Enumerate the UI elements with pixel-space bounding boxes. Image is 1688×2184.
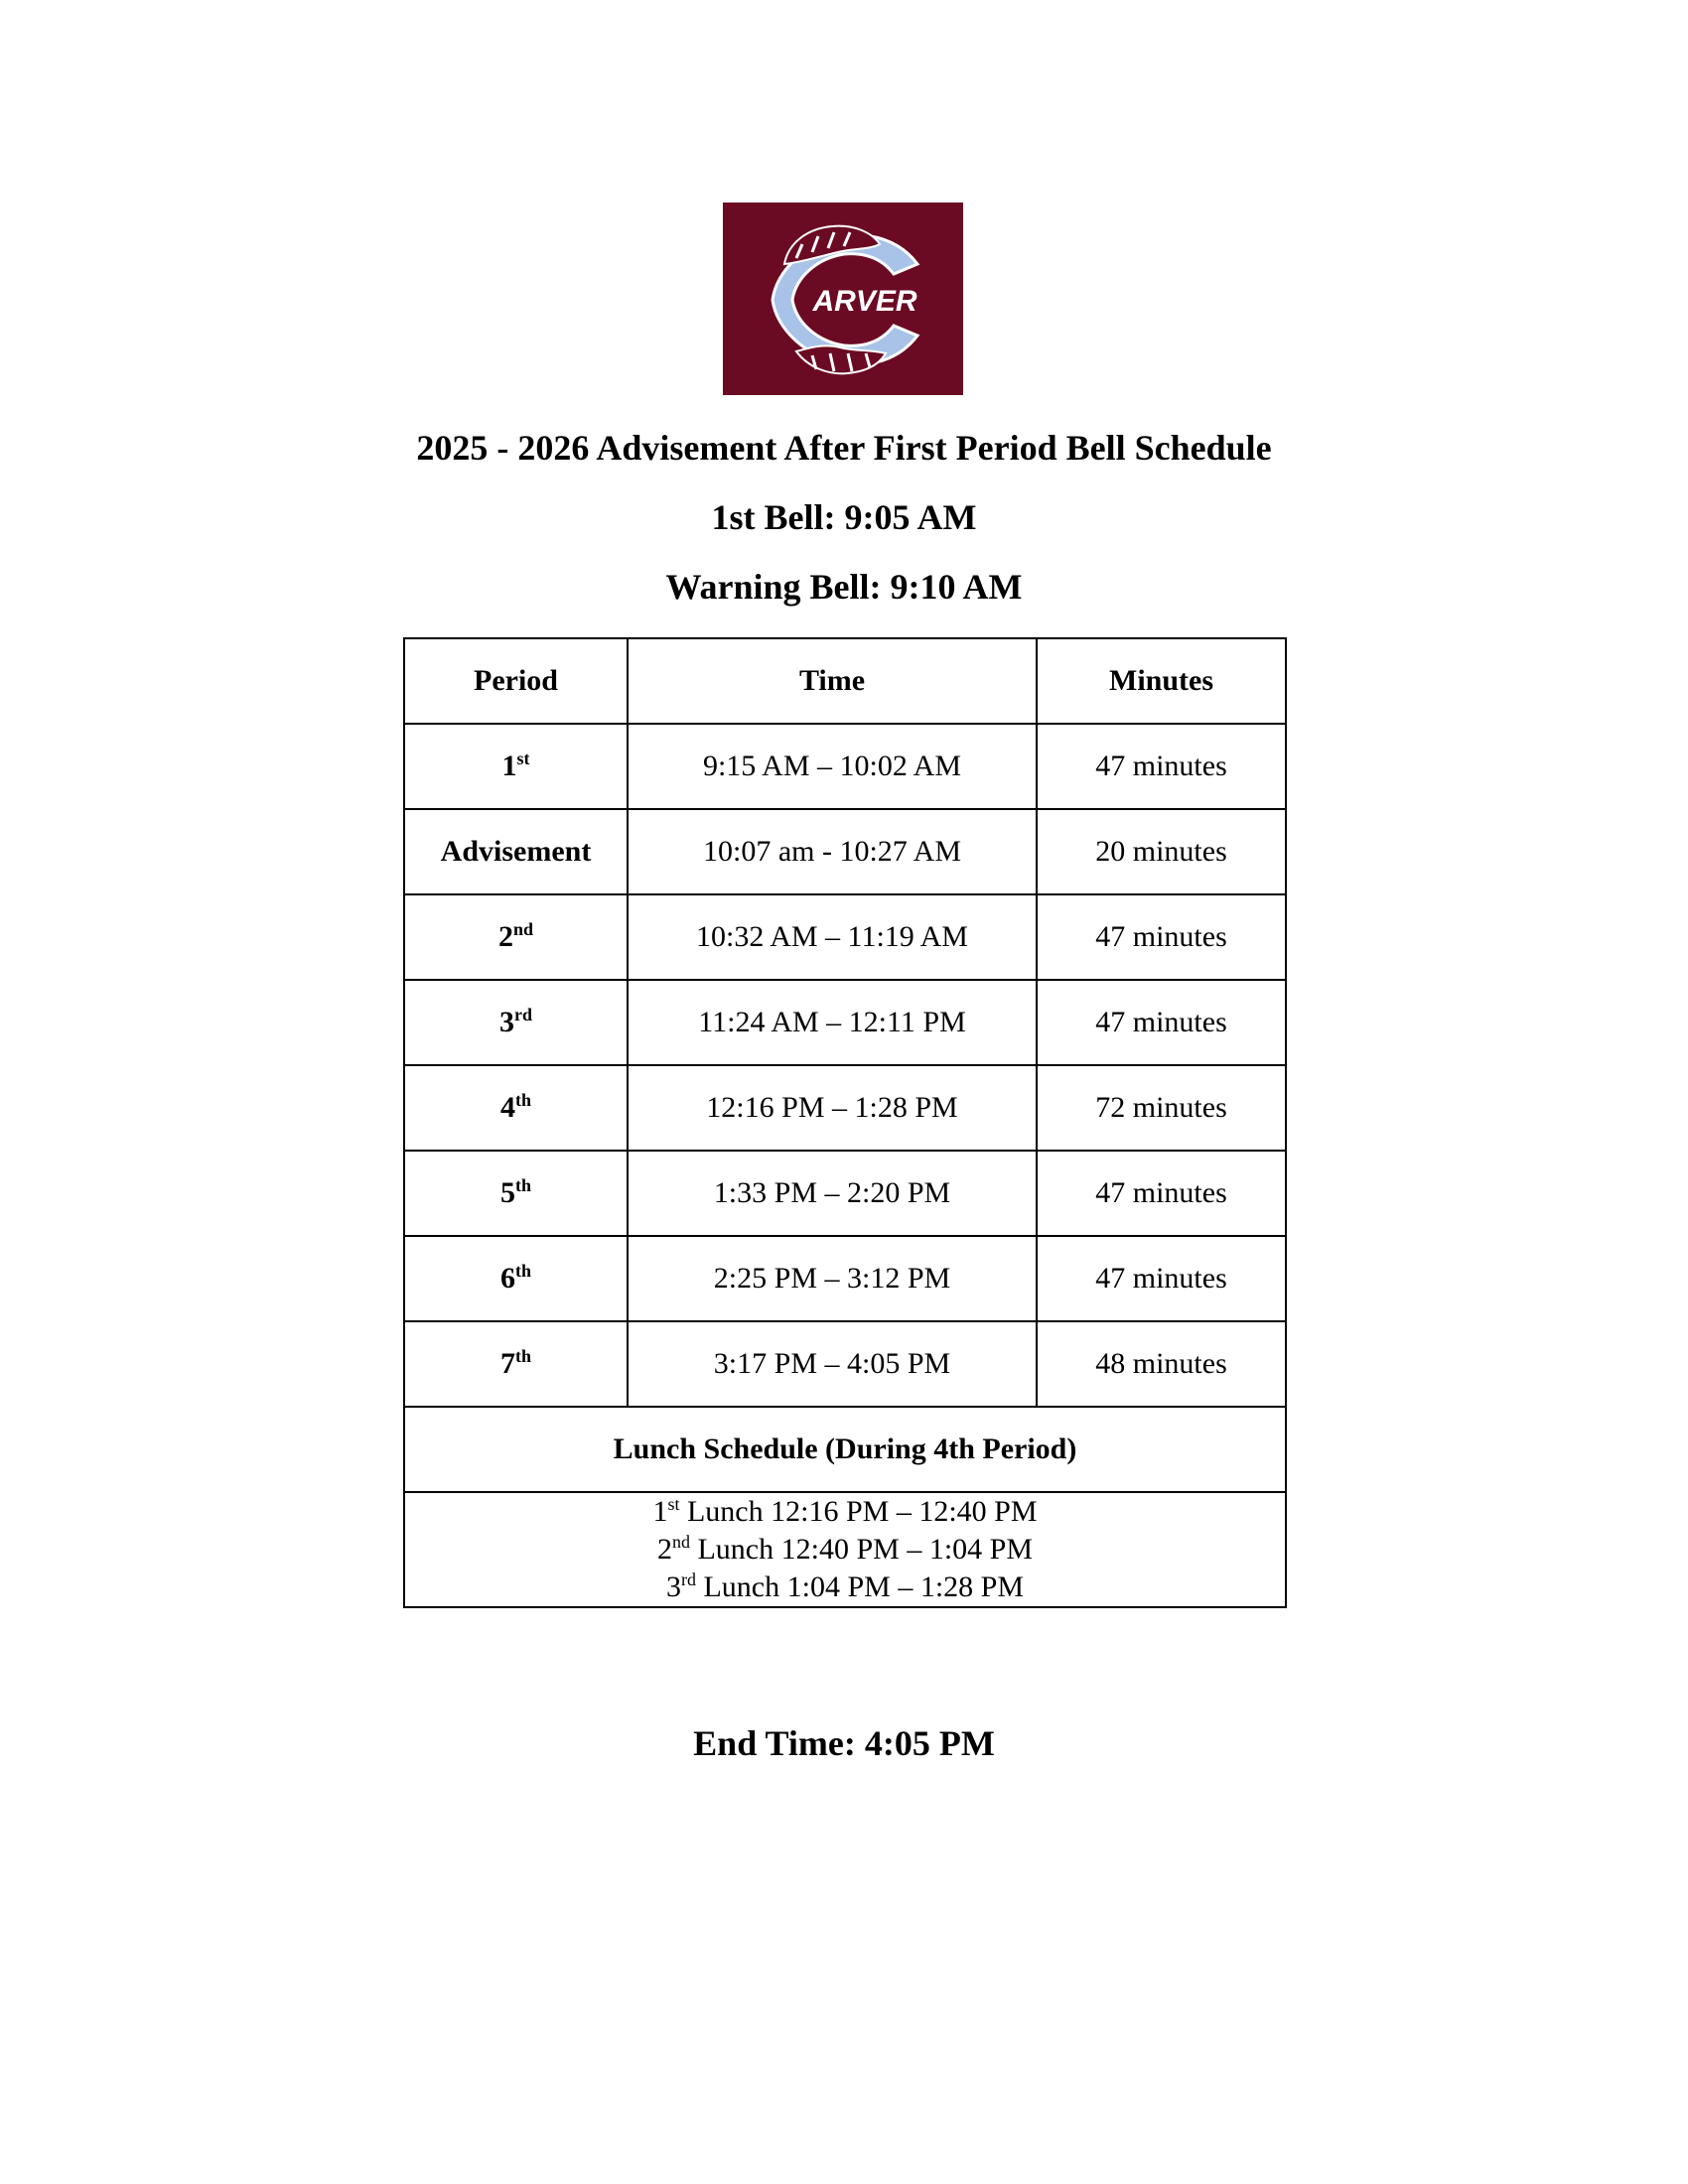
table-header-row xyxy=(404,638,1286,724)
time-cell: 10:32 AM – 11:19 AM xyxy=(628,894,1037,980)
time-cell: 1:33 PM – 2:20 PM xyxy=(628,1151,1037,1236)
table-row xyxy=(404,894,1286,980)
period-cell: 1st xyxy=(404,724,628,809)
minutes-cell: 72 minutes xyxy=(1037,1065,1286,1151)
carver-logo xyxy=(723,203,963,395)
period-cell: 7th xyxy=(404,1321,628,1407)
time-cell: 10:07 am - 10:27 AM xyxy=(628,809,1037,894)
table-row xyxy=(404,1151,1286,1236)
period-cell: 6th xyxy=(404,1236,628,1321)
bell-schedule-table xyxy=(403,637,1287,1608)
header-time: Time xyxy=(628,638,1037,724)
period-cell: Advisement xyxy=(404,809,628,894)
end-time: End Time: 4:05 PM xyxy=(693,1723,995,1763)
minutes-cell: 48 minutes xyxy=(1037,1321,1286,1407)
table-row xyxy=(404,809,1286,894)
table-row xyxy=(404,1321,1286,1407)
carver-logo-graphic xyxy=(723,203,963,395)
time-cell: 11:24 AM – 12:11 PM xyxy=(628,980,1037,1065)
time-cell: 3:17 PM – 4:05 PM xyxy=(628,1321,1037,1407)
period-cell: 2nd xyxy=(404,894,628,980)
minutes-cell: 47 minutes xyxy=(1037,1236,1286,1321)
lunch-schedule-title: Lunch Schedule (During 4th Period) xyxy=(404,1407,1286,1492)
lunch-item: 1st Lunch 12:16 PM – 12:40 PM xyxy=(652,1494,1038,1528)
lunch-item: 3rd Lunch 1:04 PM – 1:28 PM xyxy=(665,1570,1025,1603)
time-cell: 2:25 PM – 3:12 PM xyxy=(628,1236,1037,1321)
period-cell: 5th xyxy=(404,1151,628,1236)
lunch-list xyxy=(404,1492,1286,1607)
table-row xyxy=(404,980,1286,1065)
minutes-cell: 47 minutes xyxy=(1037,724,1286,809)
minutes-cell: 47 minutes xyxy=(1037,894,1286,980)
time-cell: 9:15 AM – 10:02 AM xyxy=(628,724,1037,809)
page-title: 2025 - 2026 Advisement After First Period Bell Schedule xyxy=(416,428,1272,468)
table-row xyxy=(404,1236,1286,1321)
time-cell: 12:16 PM – 1:28 PM xyxy=(628,1065,1037,1151)
table-row xyxy=(404,724,1286,809)
period-cell: 4th xyxy=(404,1065,628,1151)
minutes-cell: 47 minutes xyxy=(1037,980,1286,1065)
minutes-cell: 47 minutes xyxy=(1037,1151,1286,1236)
lunch-list-row xyxy=(404,1492,1286,1607)
lunch-item: 2nd Lunch 12:40 PM – 1:04 PM xyxy=(656,1532,1034,1566)
period-cell: 3rd xyxy=(404,980,628,1065)
warning-bell: Warning Bell: 9:10 AM xyxy=(665,567,1023,607)
logo-wordmark: ARVER xyxy=(812,285,917,318)
header-minutes: Minutes xyxy=(1037,638,1286,724)
lunch-title-row xyxy=(404,1407,1286,1492)
header-period: Period xyxy=(404,638,628,724)
minutes-cell: 20 minutes xyxy=(1037,809,1286,894)
first-bell: 1st Bell: 9:05 AM xyxy=(711,497,977,537)
table-row xyxy=(404,1065,1286,1151)
